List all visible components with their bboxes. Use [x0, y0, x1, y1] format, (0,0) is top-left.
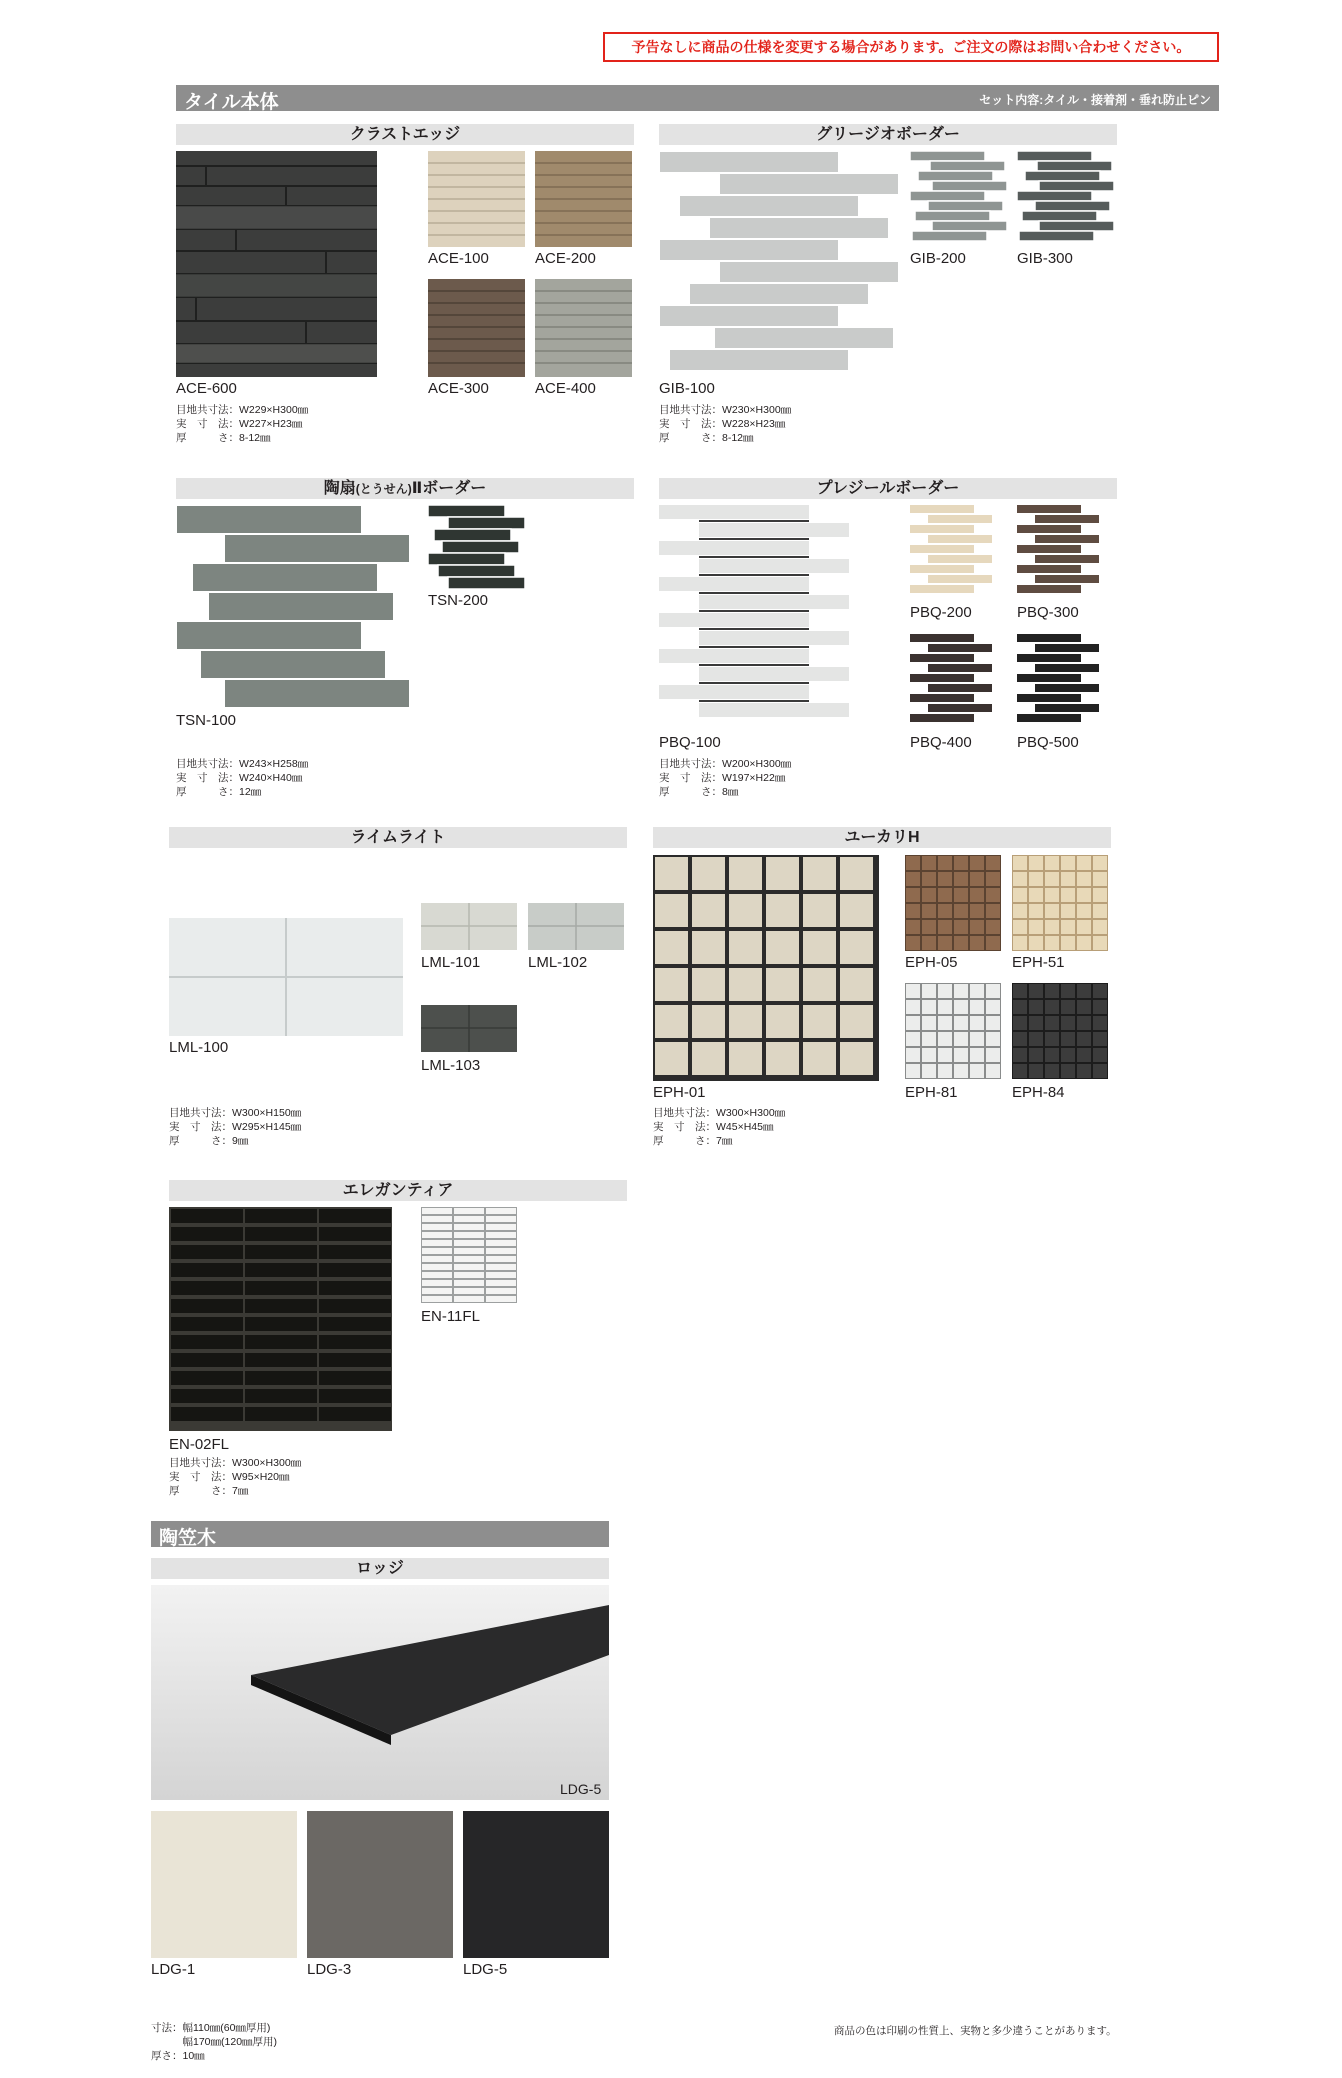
tile-swatch-gib-200 [910, 151, 1007, 243]
header-ridge: ロッジ [151, 1558, 609, 1579]
spec-actual-size: 実 寸 法：W295×H145㎜ [169, 1121, 302, 1133]
spec-joint-size: 目地共寸法：W300×H300㎜ [169, 1457, 302, 1469]
set-contents-note: セット内容:タイル・接着剤・垂れ防止ピン [979, 93, 1211, 107]
header-crust-edge: クラストエッジ [176, 124, 634, 145]
code-pbq-500: PBQ-500 [1017, 734, 1079, 751]
product-photo-ldg-5 [151, 1585, 609, 1800]
spec-joint-size: 目地共寸法：W230×H300㎜ [659, 404, 792, 416]
spec-thickness: 厚 さ：8-12㎜ [176, 432, 271, 444]
tile-swatch-ldg-3 [307, 1811, 453, 1958]
spec-ridge [151, 2021, 277, 2063]
header-ruby: (とうせん) [355, 482, 412, 496]
spec-joint-size: 目地共寸法：W243×H258㎜ [176, 758, 309, 770]
spec-joint-size: 目地共寸法：W200×H300㎜ [659, 758, 792, 770]
code-tsn-200: TSN-200 [428, 592, 489, 609]
footnote: 商品の色は印刷の性質上、実物と多少違うことがあります。 [834, 2025, 1117, 2037]
section-title: タイル本体 [184, 92, 279, 113]
spec-crust-edge [176, 403, 308, 445]
code-ace-400: ACE-400 [535, 380, 596, 397]
tile-swatch-pbq-100 [659, 505, 851, 731]
code-tsn-100: TSN-100 [176, 712, 237, 729]
spec-greige-border [659, 403, 791, 445]
spec-thickness: 厚 さ：9㎜ [169, 1135, 249, 1147]
tile-swatch-lml-102 [528, 903, 624, 950]
code-ace-600: ACE-600 [176, 380, 237, 397]
header-suffix: Ⅱボーダー [411, 480, 487, 497]
tile-swatch-eph-01 [653, 855, 879, 1081]
code-eph-81: EPH-81 [905, 1084, 958, 1101]
code-eph-51: EPH-51 [1012, 954, 1065, 971]
spec-joint-size: 目地共寸法：W300×H300㎜ [653, 1107, 786, 1119]
spec-joint-size: 目地共寸法：W229×H300㎜ [176, 404, 309, 416]
code-lml-103: LML-103 [421, 1057, 481, 1074]
spec-thickness: 厚 さ：7㎜ [653, 1135, 733, 1147]
code-ace-100: ACE-100 [428, 250, 489, 267]
tile-swatch-gib-300 [1017, 151, 1114, 243]
tile-swatch-tsn-100 [176, 505, 410, 708]
spec-thickness: 厚さ：10㎜ [151, 2050, 205, 2062]
section-title: 陶笠木 [159, 1528, 217, 1549]
tile-swatch-ace-100 [428, 151, 525, 247]
code-ldg-3: LDG-3 [307, 1961, 352, 1978]
spec-width-120: 幅170㎜(120㎜厚用) [151, 2036, 278, 2048]
tile-swatch-pbq-200 [910, 505, 992, 601]
code-lml-100: LML-100 [169, 1039, 229, 1056]
spec-presil-border [659, 757, 791, 799]
code-gib-100: GIB-100 [659, 380, 715, 397]
tile-swatch-lml-103 [421, 1005, 517, 1052]
tile-swatch-gib-100 [659, 151, 899, 377]
code-pbq-100: PBQ-100 [659, 734, 721, 751]
header-elegantia: エレガンティア [169, 1180, 627, 1201]
notice-banner [603, 32, 1219, 62]
section-band-tile-body [176, 85, 1219, 111]
spec-actual-size: 実 寸 法：W197×H22㎜ [659, 772, 786, 784]
tile-swatch-pbq-300 [1017, 505, 1099, 601]
tile-swatch-ldg-1 [151, 1811, 297, 1958]
code-eph-01: EPH-01 [653, 1084, 706, 1101]
code-ldg-1: LDG-1 [151, 1961, 196, 1978]
code-gib-300: GIB-300 [1017, 250, 1073, 267]
code-gib-200: GIB-200 [910, 250, 966, 267]
spec-thickness: 厚 さ：8-12㎜ [659, 432, 754, 444]
tile-swatch-ace-300 [428, 279, 525, 377]
tile-swatch-eph-81 [905, 983, 1001, 1079]
spec-actual-size: 実 寸 法：W240×H40㎜ [176, 772, 303, 784]
tile-swatch-pbq-400 [910, 634, 992, 730]
spec-actual-size: 実 寸 法：W227×H23㎜ [176, 418, 303, 430]
header-eucalyptus: ユーカリH [653, 827, 1111, 848]
spec-width-60: 寸法：幅110㎜(60㎜厚用) [151, 2022, 271, 2034]
code-ace-300: ACE-300 [428, 380, 489, 397]
code-eph-05: EPH-05 [905, 954, 958, 971]
tile-swatch-ace-400 [535, 279, 632, 377]
spec-thickness: 厚 さ：7㎜ [169, 1485, 249, 1497]
tile-swatch-lml-100 [169, 918, 403, 1036]
code-eph-84: EPH-84 [1012, 1084, 1065, 1101]
header-presil-border: プレジールボーダー [659, 478, 1117, 499]
spec-thickness: 厚 さ：8㎜ [659, 786, 739, 798]
tile-swatch-tsn-200 [428, 505, 525, 590]
tile-swatch-lml-101 [421, 903, 517, 950]
code-lml-101: LML-101 [421, 954, 481, 971]
tile-swatch-ldg-5 [463, 1811, 609, 1958]
code-en-02fl: EN-02FL [169, 1436, 230, 1453]
code-en-11fl: EN-11FL [421, 1308, 480, 1325]
section-band-coping [151, 1521, 609, 1547]
spec-actual-size: 実 寸 法：W95×H20㎜ [169, 1471, 290, 1483]
header-greige-border: グリージオボーダー [659, 124, 1117, 145]
code-lml-102: LML-102 [528, 954, 588, 971]
spec-eucalyptus [653, 1106, 785, 1148]
spec-elegantia [169, 1456, 301, 1498]
code-pbq-200: PBQ-200 [910, 604, 972, 621]
spec-actual-size: 実 寸 法：W45×H45㎜ [653, 1121, 774, 1133]
tile-swatch-eph-05 [905, 855, 1001, 951]
tile-swatch-en-02fl [169, 1207, 392, 1431]
spec-actual-size: 実 寸 法：W228×H23㎜ [659, 418, 786, 430]
spec-limelight [169, 1106, 301, 1148]
code-ace-200: ACE-200 [535, 250, 596, 267]
spec-tousen-border [176, 757, 308, 799]
header-title: 陶扇 [323, 480, 356, 497]
tile-swatch-ace-600 [176, 151, 377, 377]
tile-swatch-eph-51 [1012, 855, 1108, 951]
tile-swatch-eph-84 [1012, 983, 1108, 1079]
tile-swatch-pbq-500 [1017, 634, 1099, 730]
spec-joint-size: 目地共寸法：W300×H150㎜ [169, 1107, 302, 1119]
tile-swatch-en-11fl [421, 1207, 517, 1303]
header-tousen-border [176, 478, 634, 499]
tile-swatch-ace-200 [535, 151, 632, 247]
spec-thickness: 厚 さ：12㎜ [176, 786, 262, 798]
notice-text: 予告なしに商品の仕様を変更する場合があります。ご注文の際はお問い合わせください。 [631, 39, 1191, 55]
code-pbq-300: PBQ-300 [1017, 604, 1079, 621]
code-ldg-5-photo: LDG-5 [560, 1781, 602, 1797]
code-ldg-5: LDG-5 [463, 1961, 508, 1978]
code-pbq-400: PBQ-400 [910, 734, 972, 751]
header-limelight: ライムライト [169, 827, 627, 848]
